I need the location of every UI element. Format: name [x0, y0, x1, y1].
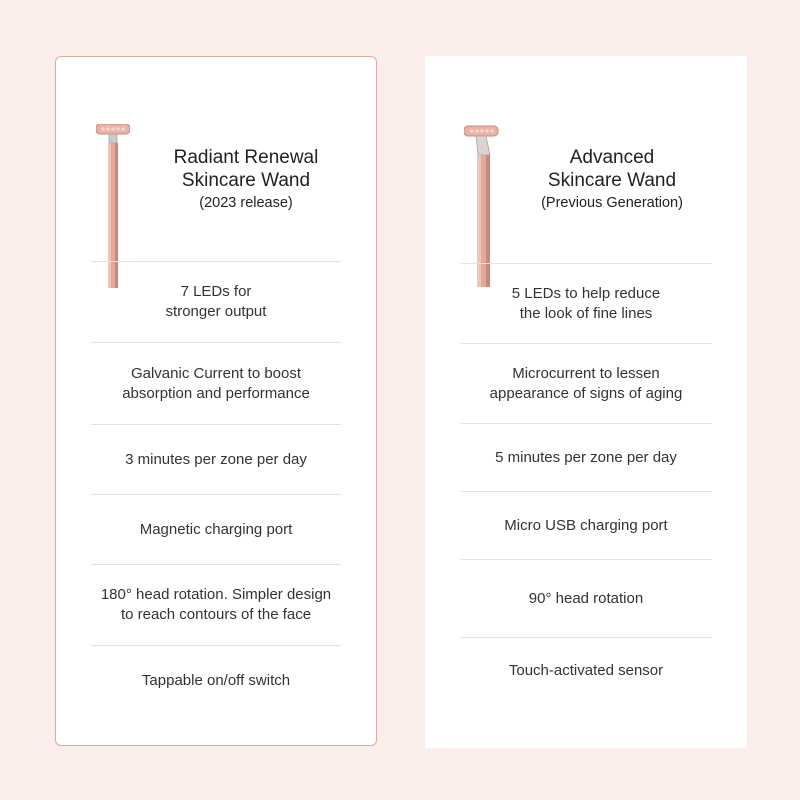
feature-row [91, 564, 341, 645]
feature-row [460, 423, 712, 491]
new-product-subtitle: (2023 release) [199, 195, 293, 211]
feature-text: Touch-activated sensor [508, 661, 664, 679]
old-product-title [515, 146, 709, 214]
old-product-feature-list [460, 263, 712, 703]
old-product-header [425, 56, 747, 260]
feature-row [91, 261, 341, 342]
feature-text: 3 minutes per zone per day [125, 450, 307, 468]
feature-row [91, 494, 341, 564]
feature-text: Micro USB charging port [504, 516, 668, 534]
new-product-title-line2: Skincare Wand [181, 170, 311, 191]
feature-row [91, 645, 341, 715]
feature-row [460, 263, 712, 343]
feature-row [91, 342, 341, 424]
feature-text: 5 minutes per zone per day [495, 448, 677, 466]
new-product-feature-list [91, 261, 341, 715]
old-product-card [425, 56, 747, 748]
feature-text: 5 LEDs to help reduce the look of fine lines [511, 284, 661, 322]
feature-text: 7 LEDs for stronger output [165, 283, 267, 320]
feature-text: Galvanic Current to boost absorption and performance [122, 364, 310, 402]
old-product-title-line2: Skincare Wand [547, 170, 677, 191]
feature-row [91, 424, 341, 494]
feature-text: 180° head rotation. Simpler design to reach contours of the face [100, 586, 332, 623]
new-product-card [55, 56, 377, 746]
new-product-title [146, 146, 346, 214]
feature-text: Magnetic charging port [139, 520, 293, 538]
feature-text: 90° head rotation [528, 589, 644, 607]
old-product-title-line1: Advanced [569, 147, 655, 168]
feature-row [460, 637, 712, 703]
feature-row [460, 343, 712, 423]
old-product-subtitle: (Previous Generation) [541, 195, 683, 211]
new-product-title-line1: Radiant Renewal [173, 147, 319, 168]
feature-row [460, 491, 712, 559]
new-product-header [56, 57, 376, 261]
feature-row [460, 559, 712, 637]
feature-text: Tappable on/off switch [141, 671, 291, 689]
feature-text: Microcurrent to lessen appearance of signs of aging [489, 364, 683, 402]
